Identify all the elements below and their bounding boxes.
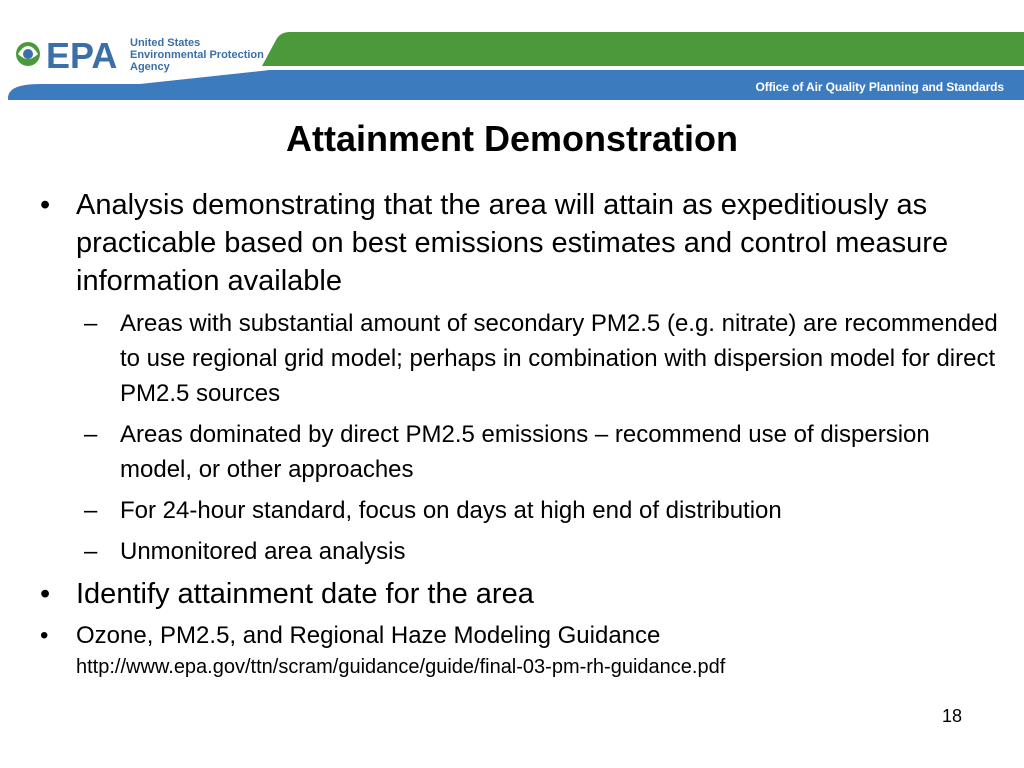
bullet-text: Ozone, PM2.5, and Regional Haze Modeling Guidance [76,622,661,649]
sub-bullet-text: Unmonitored area analysis [120,538,406,565]
bullet-item [40,619,1000,681]
bullet-item [40,186,1000,300]
sub-bullet-text: For 24-hour standard, focus on days at high end of distribution [120,497,782,524]
agency-line-2: Environmental Protection [130,49,264,61]
bullet-text: Analysis demonstrating that the area will attain as expeditiously as practicable based on best emissions estimates and control measure information available [76,189,949,297]
agency-line-1: United States [130,37,201,49]
slide-header [0,0,1024,100]
sub-bullet-item [84,534,1000,569]
agency-line-3: Agency [130,61,170,73]
sub-bullet-item [84,417,1000,487]
slide-body [40,186,1000,687]
page-number: 18 [941,706,962,726]
epa-logo-mark: EPA [46,35,118,76]
guidance-link[interactable]: http://www.epa.gov/ttn/scram/guidance/guide/final-03-pm-rh-guidance.pdf [76,656,726,678]
dash-icon: – [84,497,98,524]
bullet-icon: • [40,578,51,610]
sub-bullet-item [84,493,1000,528]
bullet-icon: • [40,189,51,221]
bullet-text: Identify attainment date for the area [76,578,534,610]
agency-name [130,37,264,73]
epa-logo-icon [8,28,138,78]
sub-bullet-text: Areas with substantial amount of secondary PM2.5 (e.g. nitrate) are recommended to use regional grid model; perhaps in combination with dispersion model for direct PM2.5 sources [120,310,998,407]
dash-icon: – [84,310,98,337]
dash-icon: – [84,538,98,565]
office-name: Office of Air Quality Planning and Standards [755,80,1004,94]
slide-title: Attainment Demonstration [285,118,739,159]
bullet-item [40,575,1000,613]
sub-bullet-text: Areas dominated by direct PM2.5 emissions – recommend use of dispersion model, or other approaches [120,421,930,483]
sub-bullet-item [84,306,1000,411]
bullet-icon: • [40,622,49,649]
dash-icon: – [84,421,98,448]
